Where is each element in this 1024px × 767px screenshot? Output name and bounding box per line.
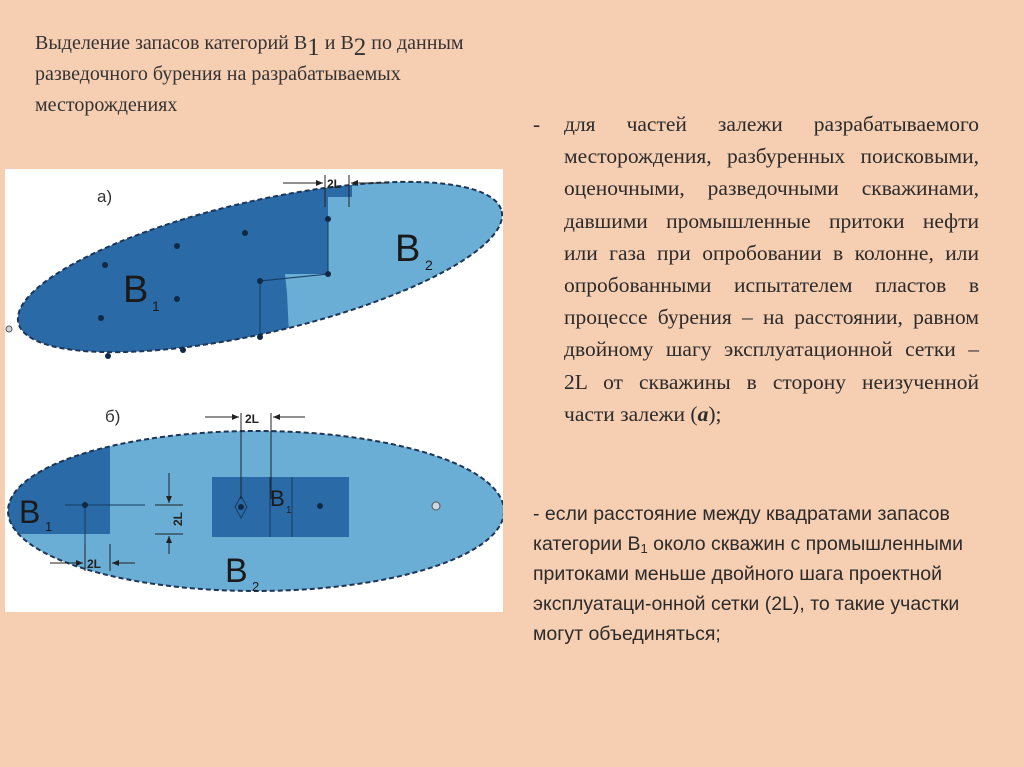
svg-text:2: 2: [252, 579, 260, 594]
paragraph-b-text: - если расстояние между квадратами запасов категории В: [533, 503, 950, 555]
svg-text:1: 1: [45, 519, 53, 534]
svg-text:B: B: [270, 486, 285, 511]
paragraph-a-bold: а: [697, 401, 709, 426]
diagram-a: [5, 169, 503, 409]
outside-well-b: [432, 502, 440, 510]
svg-text:2: 2: [425, 257, 433, 273]
svg-text:1: 1: [286, 505, 292, 516]
title-sub-1: 1: [307, 34, 320, 61]
svg-text:B: B: [19, 494, 41, 530]
paragraph-b: [533, 499, 983, 649]
label-a: а): [97, 187, 113, 206]
title-text-2: и В: [319, 32, 354, 54]
svg-text:B: B: [123, 269, 149, 311]
zone-b1-a: [5, 169, 352, 354]
svg-text:B: B: [395, 228, 421, 270]
label-b: б): [105, 407, 121, 426]
svg-text:2L: 2L: [171, 511, 185, 526]
svg-text:1: 1: [152, 298, 160, 314]
svg-text:B: B: [225, 552, 248, 590]
svg-text:2L: 2L: [327, 177, 342, 191]
paragraph-a-text: для частей залежи разрабатываемого месторождения, разбуренных поисковыми, оценочными, разведочными скважинами, давшими промышленные притоки нефти или газа при опробовании в колонне, или опробованными испытателем пластов в процессе бурения – на расстоянии, равном двойному шагу эксплуатационной сетки – 2L от скважины в сторону неизученной части залежи (: [564, 112, 979, 426]
title-sub-2: 2: [353, 34, 367, 61]
diagram-b: [5, 407, 503, 612]
reserves-diagram: [5, 169, 503, 612]
svg-text:2L: 2L: [87, 557, 102, 571]
outside-well-a: [6, 326, 12, 332]
paragraph-b-sub: 1: [640, 541, 648, 556]
paragraph-a-body: [564, 108, 979, 430]
slide-title: [35, 28, 505, 121]
list-dash: -: [533, 112, 541, 136]
svg-text:2L: 2L: [245, 412, 260, 426]
paragraph-b-text-end: около скважин с промышленными притоками меньше двойного шага проектной эксплуатаци-онной сетки (2L), то такие участки могут объединяться;: [533, 533, 964, 645]
paragraph-a-text-end: );: [708, 401, 722, 426]
paragraph-a: [533, 108, 979, 430]
title-text-1: Выделение запасов категорий В: [35, 32, 308, 54]
title-text-3: по данным разведочного бурения на разрабатываемых месторождениях: [35, 32, 464, 116]
